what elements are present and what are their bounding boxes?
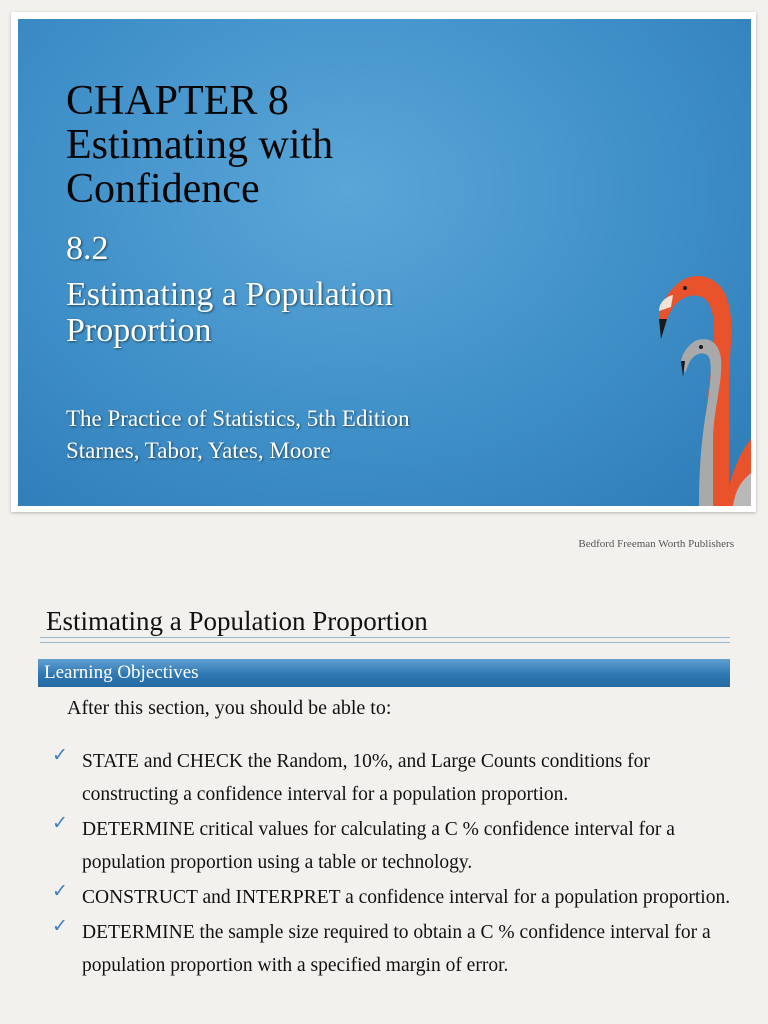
objective-text: DETERMINE critical values for calculating a C % confidence interval for a population proportion using a table or technology. <box>82 819 675 873</box>
list-item <box>52 916 732 982</box>
book-authors: Starnes, Tabor, Yates, Moore <box>66 438 331 463</box>
learning-objectives-label: Learning Objectives <box>44 662 199 683</box>
section-title-line1: Estimating a Population <box>66 276 393 313</box>
title-slide-background <box>18 19 751 506</box>
publisher-credit: Bedford Freeman Worth Publishers <box>578 538 734 550</box>
check-icon: ✓ <box>52 812 68 834</box>
intro-text: After this section, you should be able to: <box>67 697 392 719</box>
slide-title: Estimating a Population Proportion <box>46 606 428 636</box>
flamingo-icon <box>621 241 751 506</box>
book-title: The Practice of Statistics, 5th Edition <box>66 406 410 431</box>
list-item <box>52 813 732 879</box>
title-slide <box>11 12 756 512</box>
check-icon: ✓ <box>52 915 68 937</box>
objective-text: DETERMINE the sample size required to obtain a C % confidence interval for a population proportion with a specified margin of error. <box>82 922 711 976</box>
objective-text: CONSTRUCT and INTERPRET a confidence interval for a population proportion. <box>82 887 731 908</box>
chapter-label: CHAPTER 8 <box>66 78 289 124</box>
chapter-title-line2: Confidence <box>66 166 260 212</box>
title-divider <box>40 637 730 643</box>
list-item <box>52 881 732 914</box>
chapter-title-line1: Estimating with <box>66 122 334 168</box>
section-title-line2: Proportion <box>66 312 212 349</box>
learning-objectives-bar <box>38 659 730 687</box>
chapter-heading <box>66 79 333 211</box>
objective-text: STATE and CHECK the Random, 10%, and Large Counts conditions for constructing a confidence interval for a population proportion. <box>82 751 650 805</box>
section-number: 8.2 <box>66 230 109 267</box>
check-icon: ✓ <box>52 880 68 902</box>
list-item <box>52 745 732 811</box>
objectives-list <box>52 745 732 984</box>
section-title <box>66 277 486 349</box>
check-icon: ✓ <box>52 744 68 766</box>
